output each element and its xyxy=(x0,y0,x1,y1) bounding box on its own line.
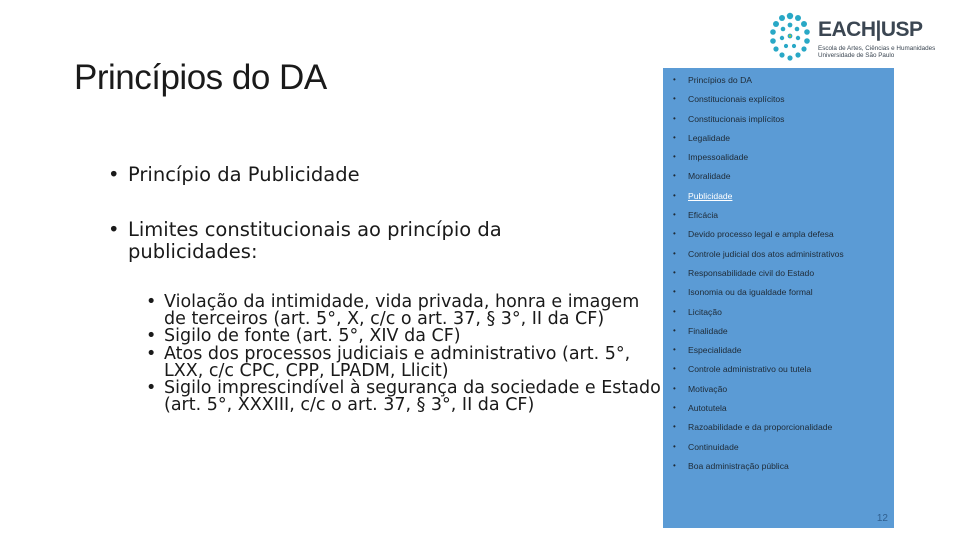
topics-sidebar xyxy=(663,68,894,528)
bullet-dot-icon: • xyxy=(108,163,120,186)
sub-bullet-list xyxy=(146,294,666,414)
bullet-dot-icon: • xyxy=(673,267,676,277)
bullet-dot-icon: • xyxy=(673,441,676,451)
sidebar-item-label: Especialidade xyxy=(688,345,742,356)
bullet-dot-icon: • xyxy=(673,171,676,181)
logo-subtitle xyxy=(818,45,935,59)
sidebar-item-label: Licitação xyxy=(688,306,722,317)
sub-bullet-item xyxy=(146,294,666,328)
bullet-dot-icon: • xyxy=(673,94,676,104)
sidebar-item-label: Isonomia ou da igualdade formal xyxy=(688,287,813,298)
logo-subtitle-line1: Escola de Artes, Ciências e Humanidades xyxy=(818,45,936,52)
sidebar-item-label: Constitucionais explícitos xyxy=(688,94,785,105)
bullet-limites-constitucionais xyxy=(108,219,548,263)
sidebar-item-label: Responsabilidade civil do Estado xyxy=(688,267,815,278)
sidebar-item-label: Legalidade xyxy=(688,132,731,143)
sidebar-item-label: Motivação xyxy=(688,383,728,394)
sidebar-item-label: Devido processo legal e ampla defesa xyxy=(688,229,834,240)
logo-wordmark: EACH|USP xyxy=(818,18,923,41)
sidebar-item-label: Princípios do DA xyxy=(688,75,753,85)
bullet-dot-icon: • xyxy=(673,132,676,142)
sub-bullet-item xyxy=(146,380,666,414)
bullet-dot-icon: • xyxy=(673,364,676,374)
bullet-dot-icon: • xyxy=(146,378,157,399)
bullet-dot-icon: • xyxy=(673,210,676,220)
sidebar-item-label: Eficácia xyxy=(688,210,719,221)
bullet-dot-icon: • xyxy=(673,460,676,470)
sidebar-item-label: Impessoalidade xyxy=(688,152,749,163)
bullet-dot-icon: • xyxy=(673,113,676,123)
bullet-dot-icon: • xyxy=(146,292,157,312)
sidebar-item-label: Publicidade xyxy=(688,190,733,201)
bullet-text: Limites constitucionais ao princípio da publicidades: xyxy=(128,218,502,263)
sidebar-item-label: Controle administrativo ou tutela xyxy=(688,364,812,375)
bullet-dot-icon: • xyxy=(673,403,676,413)
sub-bullet-text: Violação da intimidade, vida privada, honra e imagem de terceiros (art. 5°, X, c/c o art. 37, § 3°, II da CF) xyxy=(164,292,640,330)
sidebar-item-label: Razoabilidade e da proporcionalidade xyxy=(688,422,833,433)
sidebar-item-label: Continuidade xyxy=(688,441,739,452)
sidebar-item-label: Moralidade xyxy=(688,171,731,182)
bullet-dot-icon: • xyxy=(108,218,120,241)
sub-bullet-item xyxy=(146,343,666,381)
slide-title: Princípios do DA xyxy=(74,58,327,97)
bullet-dot-icon: • xyxy=(673,383,676,393)
bullet-dot-icon: • xyxy=(673,287,676,297)
bullet-principio-publicidade xyxy=(108,164,360,186)
bullet-dot-icon: • xyxy=(673,422,676,432)
bullet-dot-icon: • xyxy=(673,345,676,355)
each-logo-dots-icon xyxy=(764,10,816,66)
bullet-text: Princípio da Publicidade xyxy=(128,163,360,186)
bullet-dot-icon: • xyxy=(146,326,157,347)
sidebar-item-label: Controle judicial dos atos administrativos xyxy=(688,248,844,259)
page-number: 12 xyxy=(876,513,888,524)
logo-subtitle-line2: Universidade de São Paulo xyxy=(818,52,895,59)
bullet-dot-icon: • xyxy=(673,229,676,239)
sidebar-item-label: Constitucionais implícitos xyxy=(688,113,785,124)
bullet-dot-icon: • xyxy=(673,306,676,316)
bullet-dot-icon: • xyxy=(673,152,676,162)
bullet-dot-icon: • xyxy=(673,75,676,84)
bullet-dot-icon: • xyxy=(673,190,676,200)
bullet-dot-icon: • xyxy=(673,248,676,258)
sidebar-item-label: Boa administração pública xyxy=(688,460,789,471)
sidebar-item-label: Autotutela xyxy=(688,403,727,414)
sub-bullet-text: Atos dos processos judiciais e administrativo (art. 5°, LXX, c/c CPC, CPP, LPADM, Llicit) xyxy=(164,343,631,381)
sub-bullet-text: Sigilo de fonte (art. 5°, XIV da CF) xyxy=(164,326,461,347)
bullet-dot-icon: • xyxy=(146,343,157,364)
sidebar-item-label: Finalidade xyxy=(688,325,728,336)
sub-bullet-text: Sigilo imprescindível à segurança da sociedade e Estado (art. 5°, XXXIII, c/c o art. 37, § 3°, II da CF) xyxy=(164,378,661,416)
bullet-dot-icon: • xyxy=(673,325,676,335)
each-usp-logo xyxy=(764,10,934,66)
